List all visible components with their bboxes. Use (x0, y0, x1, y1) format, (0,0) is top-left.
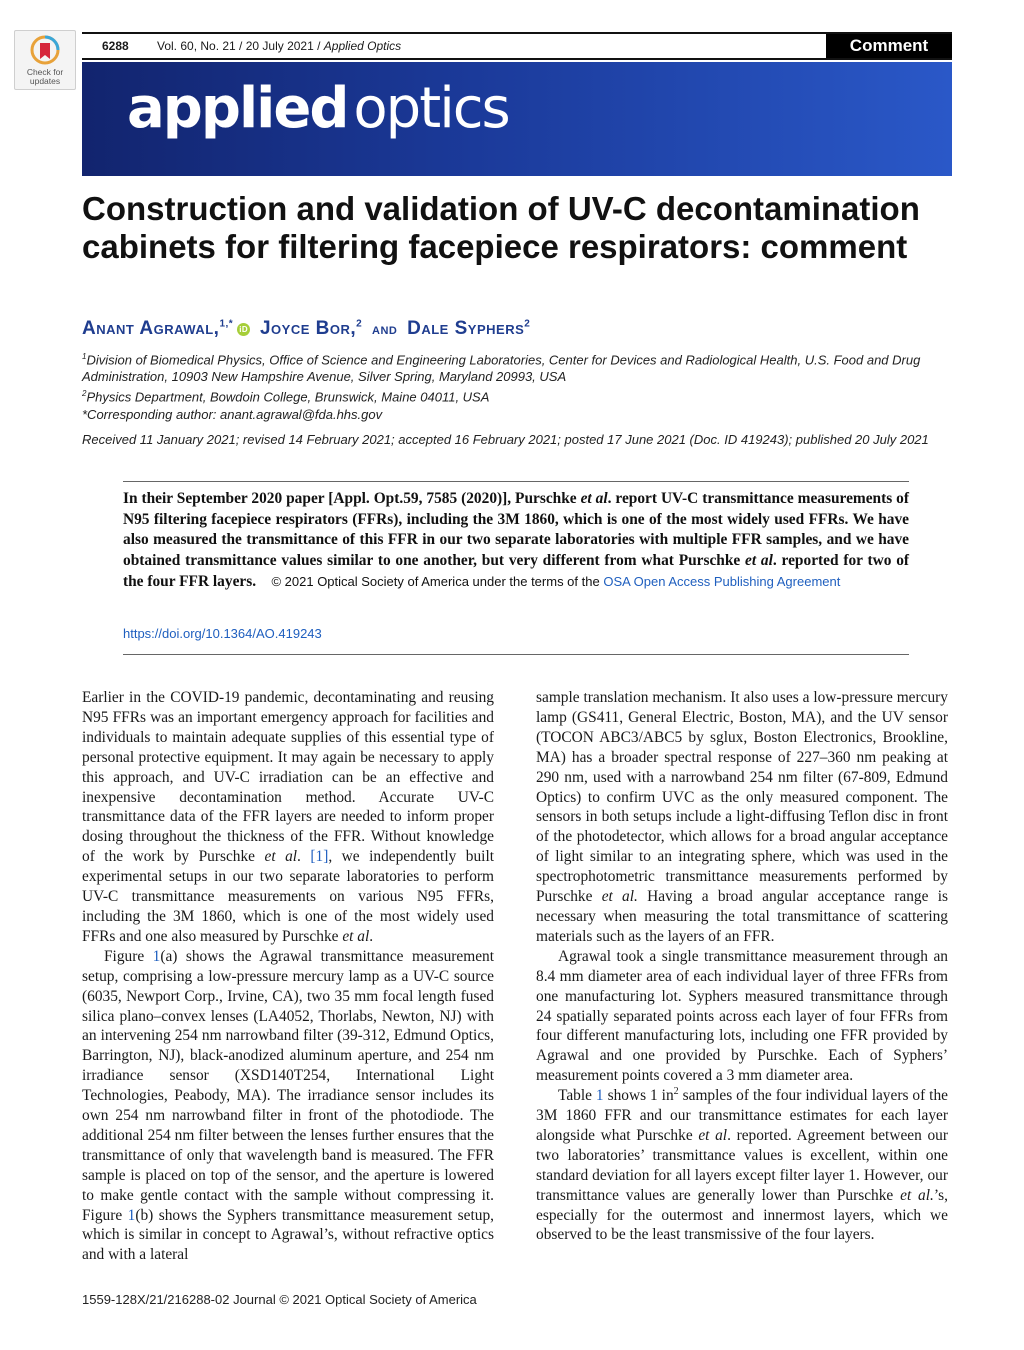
running-header (82, 32, 952, 60)
page-footer: 1559-128X/21/216288-02 Journal © 2021 Optical Society of America (82, 1292, 477, 1307)
table-link[interactable]: 1 (595, 1087, 604, 1105)
body-column-right (536, 688, 948, 1245)
author-list: Anant Agrawal,$^{1,*}$ iD Joyce Bor,$^2$ and Dale Syphers$^2$ (82, 318, 531, 339)
divider (123, 654, 909, 655)
figure-link[interactable]: 1 (127, 1206, 136, 1224)
osa-agreement-link[interactable]: OSA Open Access Publishing Agreement (603, 573, 841, 589)
paragraph: Earlier in the COVID-19 pandemic, decontaminating and reusing N95 FFRs was an important emergency approach for facilities and individuals to maintain adequate supplies of this essential type of personal protective equipment. It may again be necessary to apply this approach, and UV-C irradiation can be an effective and inexpensive decontamination method. Accurate UV-C transmittance data of the FFR layers are needed to inform proper dosing throughout the thickness of the FFR. Without knowledge of the work by Purschke et al. [1], we independently built experimental setups in our two separate laboratories to perform UV-C transmittance measurements on various N95 FFRs, including the 3M 1860, which is one of the most widely used FFRs and one also measured by Purschke et al. (82, 689, 494, 945)
abstract: In their September 2020 paper [Appl. Opt.59, 7585 (2020)], Purschke et al. report UV-C transmittance measurements of N95 filtering facepiece respirators (FFRs), including the 3M 1860, which is one of the most widely used FFRs. We have also measured the transmittance of this FFR in our two separate laboratories with multiple FFR samples, and we have obtained transmittance values similar to one another, but very different from what Purschke et al. reported for two of the four FFR layers. © 2021 Optical Society of America under the terms of the OSA Open Access Publishing Agreement (123, 490, 910, 590)
affiliations: $^1$Division of Biomedical Physics, Office of Science and Engineering Laboratories, Center for Devices and Radiological Health, U.S. Food and Drug Administration, 10903 New Hampshire Avenue, Silver Spring, Maryland 20993, USA $^2$Physics Department, Bowdoin College, Brunswick, Maine 04011, USA *Corresponding author: anant.agrawal@fda.hhs.gov (82, 348, 952, 423)
paragraph: sample translation mechanism. It also uses a low-pressure mercury lamp (GS411, General Electric, Boston, MA), and the UV sensor (TOCON ABC3/ABC5 by sglux, Boston Electronics, Brookline, MA) has a broader spectral response of 227–360 nm peaking at 290 nm, used with a narrowband 254 nm filter (67-809, Edmund Optics) to confirm UVC as the only measured component. The sensors in both setups include a light-diffusing Teflon disc in front of the photodetector, which allows for a broad angular acceptance of light similar to an integrating sphere, which was used in the spectrophotometric transmittance measurements performed by Purschke et al. Having a broad angular acceptance range is necessary when measuring the total transmittance of scattering materials such as the layers of an FFR. (536, 689, 948, 945)
author-name: Anant Agrawal, (82, 318, 220, 339)
figure-link[interactable]: 1 (152, 947, 161, 965)
check-for-updates-label: Check for updates (26, 67, 64, 86)
publication-history: Received 11 January 2021; revised 14 February 2021; accepted 16 February 2021; posted 17 June 2021 (Doc. ID 419243); published 20 July 2021 (82, 432, 929, 447)
paragraph: Agrawal took a single transmittance measurement through an 8.4 mm diameter area of each individual layer of three FFRs from one manufacturing lot. Syphers measured transmittance through 24 spatially separated points across each layer of four FFRs from four different manufacturing lots, including one FFR provided by Agrawal and one provided by Purschke. Each of Syphers’ measurement points covered a 3 mm diameter area. (536, 947, 948, 1085)
check-for-updates-badge[interactable] (14, 30, 76, 90)
journal-banner (82, 62, 952, 176)
copyright-notice: © 2021 Optical Society of America under the terms of the OSA Open Access Publishing Agreement (271, 573, 841, 589)
bookmark-icon (30, 35, 60, 67)
doi-link[interactable]: https://doi.org/10.1364/AO.419243 (123, 626, 322, 641)
corresponding-author: *Corresponding author: anant.agrawal@fda.hhs.gov (82, 406, 383, 422)
article-title: Construction and validation of UV-C decontamination cabinets for filtering facepiece respirators: comment (82, 190, 920, 265)
volume-info: Vol. 60, No. 21 / 20 July 2021 / Applied Optics (157, 39, 402, 53)
page-number: 6288 (102, 39, 129, 53)
paragraph: Figure 1(a) shows the Agrawal transmittance measurement setup, comprising a low-pressure mercury lamp as a UV-C source (6035, Newport Corp., Irvine, CA), two 35 mm focal length fused silica plano–convex lenses (LA4052, Thorlabs, Newton, NJ) with an intervening 254 nm narrowband filter (39-312, Edmund Optics, Barrington, NJ), black-anodized aluminum aperture, and 254 nm irradiance sensor (XSD140T254, International Light Technologies, Peabody, MA). The irradiance sensor includes its own 254 nm narrowband filter in front of the photodiode. The additional 254 nm filter between the lenses further ensures that the transmittance of only that wavelength band is measured. The FFR sample is placed on top of the sensor, and the aperture is lowered to make gentle contact with the sample without compressing it. Figure 1(b) shows the Syphers transmittance measurement setup, which is similar in concept to Agrawal’s, without refractive optics and with a lateral (82, 947, 495, 1264)
paragraph: Table 1 shows 1 $in^2$ samples of the four individual layers of the 3M 1860 FFR and our transmittance estimates for each layer alongside what Purschke et al. reported. Agreement between our two laboratories’ transmittance values is excellent, within one standard deviation for all layers except filter layer 1. However, our transmittance values are generally lower than Purschke et al.’s, especially for the outermost and innermost layers, which we observed to be the least transmissive of the four layers. (536, 1086, 948, 1244)
author-name: Joyce Bor, (259, 318, 357, 339)
author-name: Dale Syphers (407, 318, 525, 339)
journal-logo: applied optics (127, 76, 509, 141)
orcid-icon[interactable]: iD (239, 325, 249, 334)
citation-link[interactable]: [1] (310, 848, 329, 866)
body-column-left (82, 688, 494, 1265)
divider (123, 481, 909, 482)
section-label: Comment (826, 34, 952, 58)
